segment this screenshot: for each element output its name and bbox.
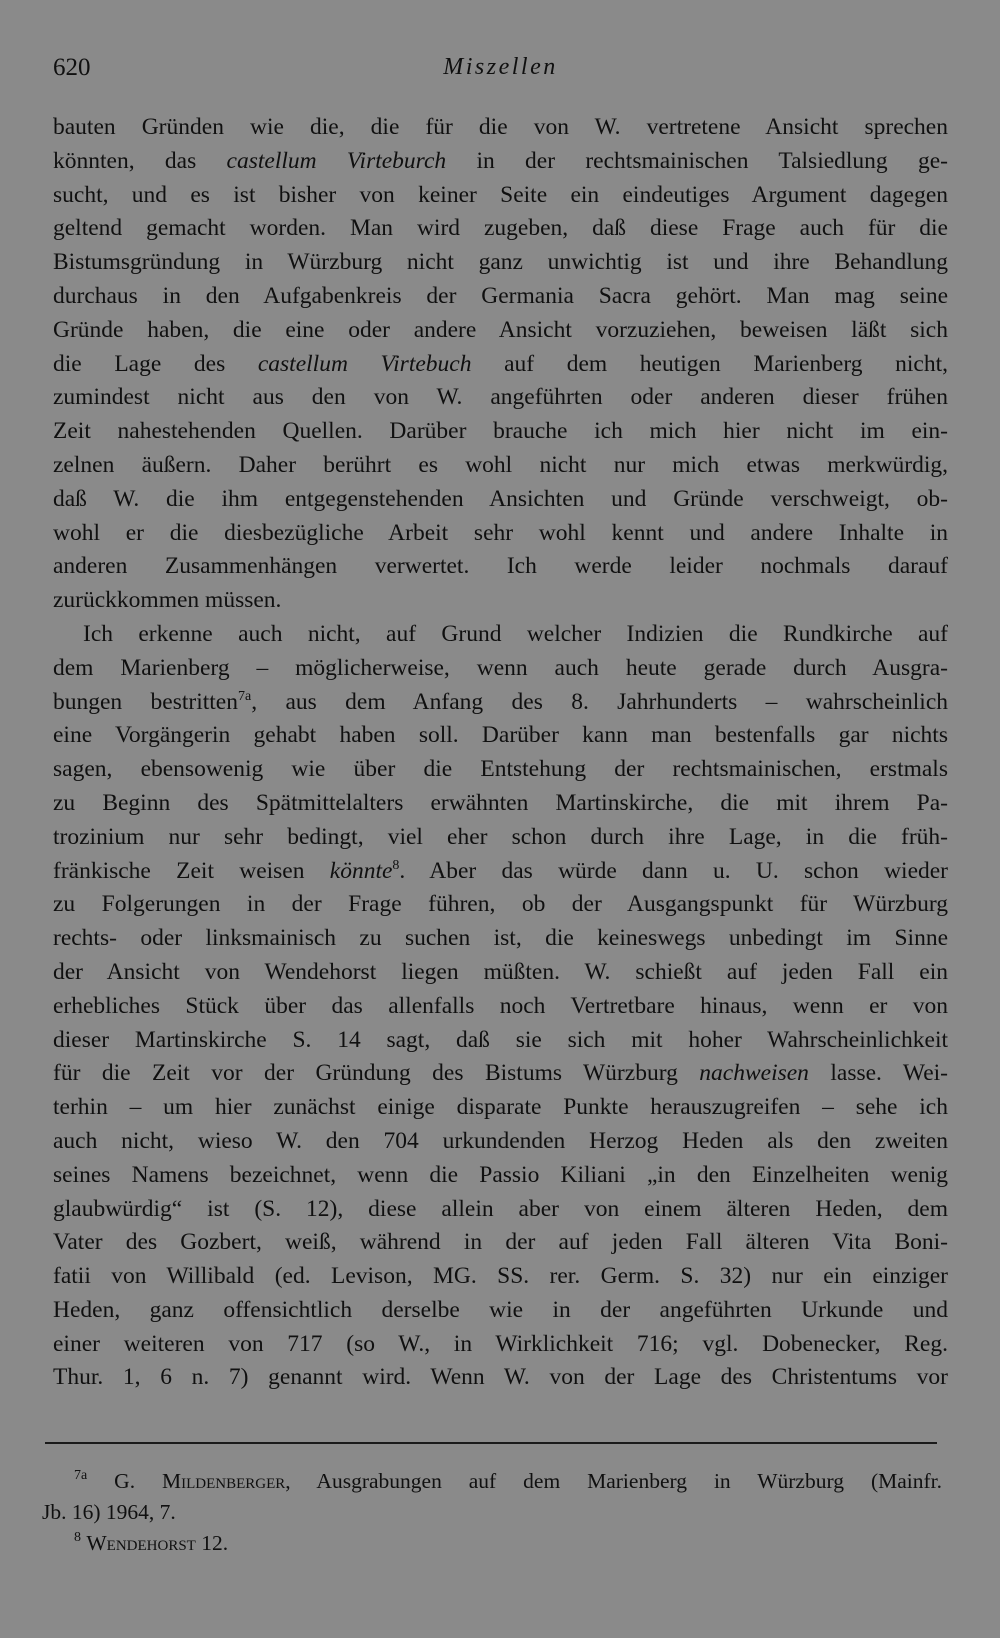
text-line: Thur. 1, 6 n. 7) genannt wird. Wenn W. von der Lage des Christentums vor <box>53 1364 948 1391</box>
text-line: Zeit nahestehenden Quellen. Darüber brauche ich mich hier nicht im ein- <box>53 418 948 445</box>
text-line: könnten, das castellum Virteburch in der rechtsmainischen Talsiedlung ge- <box>53 147 948 174</box>
body-text <box>53 111 948 1395</box>
text-line: eine Vorgängerin gehabt haben soll. Darüber kann man bestenfalls gar nichts <box>53 722 948 749</box>
text-line: zu Folgerungen in der Frage führen, ob der Ausgangspunkt für Würzburg <box>53 891 948 918</box>
text-line: fränkische Zeit weisen könnte$^8$. Aber das würde dann u. U. schon wieder <box>53 857 948 884</box>
text-line: rechts- oder linksmainisch zu suchen ist, die keineswegs unbedingt im Sinne <box>53 925 948 952</box>
text-line: geltend gemacht worden. Man wird zugeben, daß diese Frage auch für die <box>53 215 948 242</box>
text-line: fatii von Willibald (ed. Levison, MG. SS. rer. Germ. S. 32) nur ein einziger <box>53 1263 948 1290</box>
text-line: zu Beginn des Spätmittelalters erwähnten Martinskirche, die mit ihrem Pa- <box>53 789 948 816</box>
text-line: sagen, ebensowenig wie über die Entstehung der rechtsmainischen, erstmals <box>53 756 948 783</box>
footnote-ref-7a: 7a <box>238 688 252 704</box>
text-line: anderen Zusammenhängen verwertet. Ich werde leider nochmals darauf <box>53 553 948 580</box>
text-line: trozinium nur sehr bedingt, viel eher schon durch ihre Lage, in die früh- <box>53 823 948 850</box>
footnote-ref-8: 8 <box>392 857 400 873</box>
text-line: zumindest nicht aus den von W. angeführten oder anderen dieser frühen <box>53 384 948 411</box>
running-title: Miszellen <box>443 54 558 80</box>
text-line: bungen bestritten$^{7a}$, aus dem Anfang des 8. Jahrhunderts – wahrscheinlich <box>53 688 948 715</box>
text-line: durchaus in den Aufgabenkreis der Germania Sacra gehört. Man mag seine <box>53 282 948 309</box>
text-line: die Lage des castellum Virtebuch auf dem heutigen Marienberg nicht, <box>53 350 948 377</box>
text-line: erhebliches Stück über das allenfalls noch Vertretbare hinaus, wenn er von <box>53 992 948 1019</box>
page-header <box>53 54 948 90</box>
italic-term: castellum Virteburch <box>226 147 447 174</box>
footnote-author: G. Mildenberger <box>114 1469 286 1493</box>
footnote-divider <box>45 1442 937 1444</box>
footnotes <box>42 1466 942 1559</box>
italic-term: könnte <box>329 857 393 884</box>
footnote-7a: $^{7a}$ G. Mildenberger, Ausgrabungen auf dem Marienberg in Würzburg (Mainfr. <box>74 1468 942 1493</box>
text-line: Heden, ganz offensichtlich derselbe wie in der angeführten Urkunde und <box>53 1296 948 1323</box>
footnote-mark: 8 <box>74 1530 81 1545</box>
text-line: Ich erkenne auch nicht, auf Grund welcher Indizien die Rundkirche auf <box>83 620 948 647</box>
text-line: zurückkommen müssen. <box>53 587 282 614</box>
text-line: Bistumsgründung in Würzburg nicht ganz unwichtig ist und ihre Behandlung <box>53 249 948 276</box>
text-line: daß W. die ihm entgegenstehenden Ansichten und Gründe verschweigt, ob- <box>53 485 948 512</box>
text-line: Vater des Gozbert, weiß, während in der auf jeden Fall älteren Vita Boni- <box>53 1229 948 1256</box>
text-line: seines Namens bezeichnet, wenn die Passio Kiliani „in den Einzelheiten wenig <box>53 1161 948 1188</box>
text-line: einer weiteren von 717 (so W., in Wirklichkeit 716; vgl. Dobenecker, Reg. <box>53 1330 948 1357</box>
footnote-7a-continuation: Jb. 16) 1964, 7. <box>42 1500 176 1524</box>
footnote-mark: 7a <box>74 1468 88 1483</box>
text-line: bauten Gründen wie die, die für die von W. vertretene Ansicht sprechen <box>53 114 948 140</box>
text-line: der Ansicht von Wendehorst liegen müßten. W. schießt auf jeden Fall ein <box>53 958 948 985</box>
text-line: glaubwürdig“ ist (S. 12), diese allein aber von einem älteren Heden, dem <box>53 1195 948 1222</box>
text-line: dem Marienberg – möglicherweise, wenn auch heute gerade durch Ausgra- <box>53 654 948 681</box>
text-line: Gründe haben, die eine oder andere Ansicht vorzuziehen, beweisen läßt sich <box>53 316 948 343</box>
footnote-author: Wendehorst 12. <box>86 1531 229 1555</box>
text-line: wohl er die diesbezügliche Arbeit sehr wohl kennt und andere Inhalte in <box>53 519 948 546</box>
text-line: auch nicht, wieso W. den 704 urkundenden Herzog Heden als den zweiten <box>53 1127 948 1154</box>
text-line: für die Zeit vor der Gründung des Bistums Würzburg nachweisen lasse. Wei- <box>53 1060 948 1087</box>
page-number: 620 <box>53 54 91 81</box>
text-line: terhin – um hier zunächst einige disparate Punkte herauszugreifen – sehe ich <box>53 1094 948 1121</box>
text-line: sucht, und es ist bisher von keiner Seite ein eindeutiges Argument dagegen <box>53 181 948 208</box>
text-line: dieser Martinskirche S. 14 sagt, daß sie sich mit hoher Wahrscheinlichkeit <box>53 1026 948 1053</box>
footnote-8 <box>42 1528 942 1559</box>
italic-term: nachweisen <box>699 1060 809 1087</box>
italic-term: castellum Virtebuch <box>257 350 472 377</box>
text-line: zelnen äußern. Daher berührt es wohl nicht nur mich etwas merkwürdig, <box>53 451 948 478</box>
